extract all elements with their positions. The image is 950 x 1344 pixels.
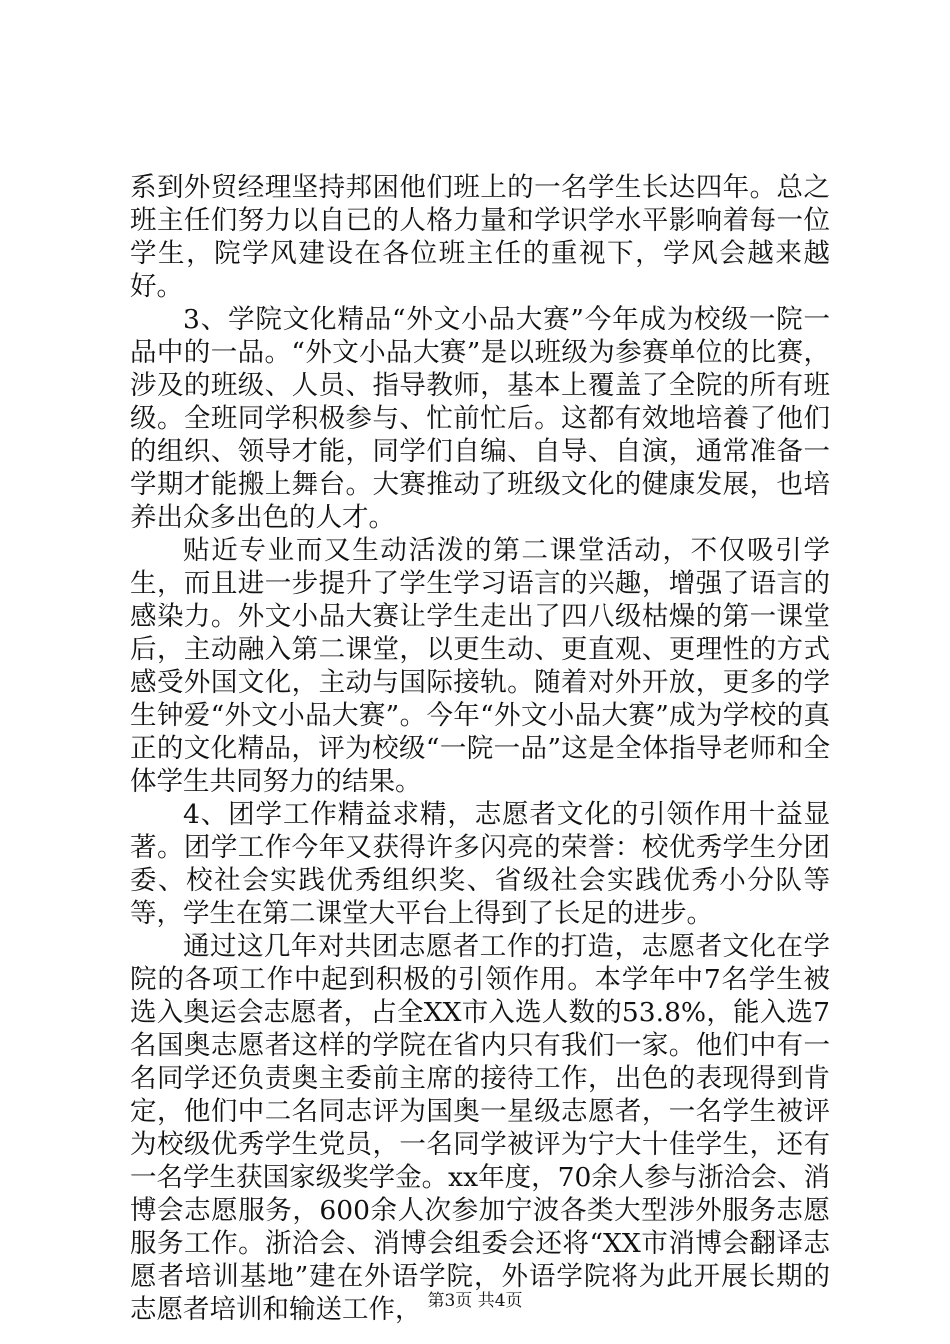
paragraph-culture-contest: 3、学院文化精品“外文小品大赛”今年成为校级一院一品中的一品。“外文小品大赛”是以班级为参赛单位的比赛，涉及的班级、人员、指导教师，基本上覆盖了全院的所有班级。全班同学积极参与、忙前忙后。这都有效地培養了他们的组织、领导才能，同学们自编、自导、自演，通常准备一学期才能搬上舞台。大赛推动了班级文化的健康发展，也培养出众多出色的人才。 [130,304,830,533]
paragraph-league-work: 4、团学工作精益求精，志愿者文化的引领作用十益显著。团学工作今年又获得许多闪亮的荣誉：校优秀学生分团委、校社会实践优秀组织奖、省级社会实践优秀小分队等等，学生在第二课堂大平台上得到了长足的进步。 [130,799,830,929]
paragraph-second-classroom: 贴近专业而又生动活泼的第二课堂活动，不仅吸引学生，而且进一步提升了学生学习语言的兴趣，增强了语言的感染力。外文小品大赛让学生走出了四八级枯燥的第一课堂后，主动融入第二课堂，以更生动、更直观、更理性的方式感受外国文化，主动与国际接轨。随着对外开放，更多的学生钟爱“外文小品大赛”。今年“外文小品大赛”成为学校的真正的文化精品，评为校级“一院一品”这是全体指导老师和全体学生共同努力的结果。 [130,535,830,797]
paragraph-continuation: 系到外贸经理坚持邦困他们班上的一名学生长达四年。总之班主任们努力以自已的人格力量和学识学水平影响着每一位学生，院学风建设在各位班主任的重视下，学风会越来越好。 [130,172,830,302]
page-footer: 第3页 共4页 [427,1291,523,1311]
paragraph-volunteers: 通过这几年对共团志愿者工作的打造，志愿者文化在学院的各项工作中起到积极的引领作用。本学年中7名学生被选入奥运会志愿者，占全XX市入选人数的53.8%，能入选7名国奥志愿者这样的学院在省内只有我们一家。他们中有一名同学还负责奥主委前主席的接待工作，出色的表现得到肯定，他们中二名同志评为国奥一星级志愿者，一名学生被评为校级优秀学生党员，一名同学被评为宁大十佳学生，还有一名学生获国家级奖学金。xx年度，70余人参与浙洽会、消博会志愿服务，600余人次参加宁波各类大型涉外服务志愿服务工作。浙洽会、消博会组委会还将“XX市消博会翻译志愿者培训基地”建在外语学院，外语学院将为此开展长期的志愿者培训和输送工作， [130,931,830,1325]
document-body [130,171,830,1326]
